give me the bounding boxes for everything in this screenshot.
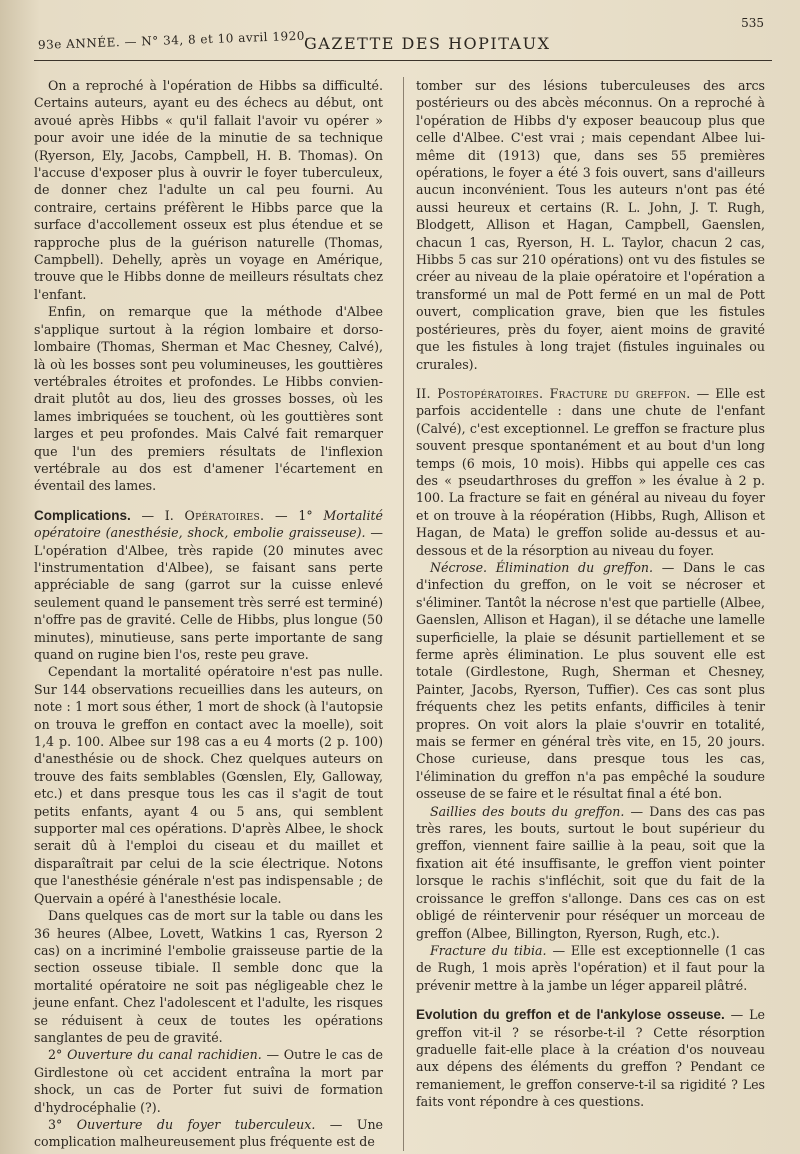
subheading-fracture-tibia: Fracture du tibia.	[430, 942, 547, 958]
page-number: 535	[741, 16, 764, 30]
paragraph	[416, 803, 765, 942]
subheading-operatoires: Opératoires.	[184, 507, 265, 523]
paragraph	[416, 942, 765, 994]
paragraph	[34, 1116, 383, 1151]
paragraph: Enfin, on remarque que la méthode d'Albee s'applique surtout à la région lombaire et dorso-lombaire (Thomas, Sherman et Mac Chesney, Calvé), là où les bosses sont peu volumineuses, les gouttières vertébrales étroites et profondes. Le Hibbs convien-drait plutôt au dos, lieu des grosses bosses, où les lames imbriquées se touchent, où les gouttières sont larges et peu profondes. Mais Calvé fait remarquer que l'un des premiers résultats de l'inflexion vertébrale au dos est d'amener l'écartement en éventail des lames.	[34, 304, 383, 494]
subheading-foyer: Ouverture du foyer tuberculeux.	[76, 1116, 316, 1132]
subheading-postoperatoires: II. Postopératoires. Fracture du greffon.	[416, 385, 691, 401]
subheading-necrose: Nécrose. Élimination du greffon.	[430, 559, 654, 575]
subheading-saillies: Saillies des bouts du greffon.	[430, 803, 625, 819]
paragraph	[34, 1046, 383, 1116]
text-run: — Dans des cas pas très rares, les bouts, surtout le bout supérieur du greffon, viennent faire saillie à la peau, soit que la fixation ait été insuffisante, le greffon vient pointer lorsque le rachis s'infléchit, soit que du fait de la croissance le greffon s'allonge. Dans ces cas on est obligé de réintervenir pour réséquer un morceau de greffon (Albee, Billington, Ryerson, Rugh, etc.).	[416, 803, 765, 941]
section-heading-evolution: Evolution du greffon et de l'ankylose osseuse.	[416, 1007, 725, 1023]
evolution-paragraph	[416, 1006, 765, 1110]
paragraph	[416, 559, 765, 803]
text-run: — Une complication malheureusement plus fréquente est de	[34, 1116, 384, 1150]
paragraph	[416, 385, 765, 559]
text-run: — Dans le cas d'infection du greffon, on le voit se nécroser et s'éliminer. Tantôt la nécrose n'est que partielle (Albee, Gaenslen, Allison et Hagan), il se détache une lamelle superficielle, la plaie se désunit partiellement et se ferme après élimination. Le plus souvent elle est totale (Girdlestone, Rugh, Sherman et Chesney, Painter, Jacobs, Ryerson, Tuffier). Ces cas sont plus fréquents chez les petits enfants, difficiles à tenir propres. On voit alors la plaie s'ouvrir en totalité, mais se fermer en général très vite, en 15, 20 jours. Chose curieuse, dans presque tous les cas, l'élimination du greffon n'a pas empêché la soudure osseuse de se faire et le résultat final a été bon.	[416, 559, 765, 802]
left-column	[34, 77, 383, 1151]
text-run: — L'opération d'Albee, très rapide (20 minutes avec l'instrumentation d'Albee), se faisant sans perte appréciable de sang (garrot sur la cuisse enlevé seulement quand le pansement très serré est terminé) n'offre pas de gravité. Celle de Hibbs, plus longue (50 minutes), minutieuse, sans perte importante de sang quand on rugine bien l'os, reste peu grave.	[34, 525, 383, 662]
paragraph: tomber sur des lésions tuberculeuses des arcs postérieurs ou des abcès méconnus. On a reproché à l'opération de Hibbs d'y exposer beaucoup plus que celle d'Albee. C'est vrai ; mais cependant Albee lui-même dit (1913) que, dans ses 55 premières opérations, le foyer a été 3 fois ouvert, sans d'ailleurs aucun inconvénient. Tous les auteurs n'ont pas été aussi heureux et certains (R. L. John, J. T. Rugh, Blodgett, Allison et Hagan, Campbell, Gaenslen, chacun 1 cas, Ryerson, H. L. Taylor, chacun 2 cas, Hibbs 5 cas sur 210 opérations) ont vu des fistules se créer au niveau de la plaie opératoire et l'opération a transformé un mal de Pott fermé en un mal de Pott ouvert, complication grave, bien que les fistules postérieures, près du foyer, aient moins de gravité que les fistules à long trajet (fistules inguinales ou crurales).	[416, 78, 765, 372]
paragraph: On a reproché à l'opération de Hibbs sa difficulté. Certains auteurs, ayant eu des échecs au début, ont avoué après Hibbs « qu'il fallait l'avoir vu opérer » pour avoir une idée de la minutie de sa technique (Ryerson, Ely, Jacobs, Campbell, H. B. Thomas). On l'accuse d'exposer plus à ouvrir le foyer tuberculeux, de donner chez l'adulte un cal peu fourni. Au contraire, certains préfèrent le Hibbs parce que la surface d'accollement osseux est plus étendue et se rapproche plus de la guérison naturelle (Thomas, Campbell). Dehelly, après un voyage en Amérique, trouve que le Hibbs donne de meilleurs résultats chez l'enfant.	[34, 78, 383, 302]
text-run: — Outre le cas de Girdlestone où cet accident entraîna la mort par shock, un cas de Porter fut suivi de formation d'hydrocéphalie (?).	[34, 1047, 383, 1115]
subheading-mortalite: Mortalité opératoire (anesthésie, shock, embolie graisseuse).	[34, 507, 383, 541]
issue-line: 93e ANNÉE. — N° 34, 8 et 10 avril 1920.	[37, 28, 310, 52]
section-heading-complications: Complications.	[34, 507, 131, 523]
text-run: — Elle est parfois accidentelle : dans une chute de l'enfant (Calvé), c'est exceptionnel. Le greffon se fracture plus souvent presque spontanément et au bout d'un long temps (6 mois, 10 mois). Hibbs qui appelle ces cas des « pseudarthroses du greffon » les évalue à 2 p. 100. La fracture se fait en général au niveau du foyer et on trouve à la réopération (Hibbs, Rugh, Allison et Hagan, de Mata) le greffon solide au-dessus et au-dessous et de la résorption au niveau du foyer.	[416, 385, 765, 558]
text-run: 3°	[48, 1116, 77, 1132]
text-columns	[34, 77, 772, 1151]
right-column	[403, 77, 765, 1151]
paragraph: Cependant la mortalité opératoire n'est pas nulle. Sur 144 observations recueillies dans les auteurs, on note : 1 mort sous éther, 1 mort de shock (à l'autopsie on trouva le greffon en contact avec la moelle), soit 1,4 p. 100. Albee sur 198 cas a eu 4 morts (2 p. 100) d'anesthésie ou de shock. Chez quelques auteurs on trouve des faits semblables (Gœnslen, Ely, Galloway, etc.) et dans presque tous les cas il s'agit de tout petits enfants, ayant 4 ou 5 ans, qui semblent supporter mal ces opérations. D'après Albee, le shock serait dû à l'emploi du ciseau et du maillet et disparaîtrait par celui de la scie électrique. Notons que l'anesthésie générale n'est pas indispensable ; de Quervain a opéré à l'anesthésie locale.	[34, 664, 383, 906]
journal-title: GAZETTE DES HOPITAUX	[304, 34, 551, 53]
text-run: — I.	[130, 507, 185, 523]
text-run: — Le greffon vit-il ? se résorbe-t-il ? Cette résorption graduelle fait-elle place à la création d'os nouveau aux dépens des éléments du greffon ? Pendant ce remaniement, le greffon conserve-t-il sa rigidité ? Les faits vont répondre à ces questions.	[416, 1007, 765, 1110]
text-run: — Elle est exceptionnelle (1 cas de Rugh, 1 mois après l'opération) et il faut pour la prévenir mettre à la jambe un léger appareil plâtré.	[416, 942, 765, 993]
complications-paragraph	[34, 507, 383, 664]
text-run: 2°	[48, 1047, 68, 1063]
text-run: — 1°	[264, 507, 324, 523]
page-header	[34, 12, 772, 61]
subheading-canal: Ouverture du canal rachidien.	[67, 1047, 262, 1063]
paragraph: Dans quelques cas de mort sur la table ou dans les 36 heures (Albee, Lovett, Watkins 1 cas, Ryerson 2 cas) on a incriminé l'embolie graisseuse partie de la section osseuse tibiale. Il semble donc que la mortalité opératoire ne soit pas négligeable chez le jeune enfant. Chez l'adolescent et l'adulte, les risques se réduisent à ceux de toutes les opérations sanglantes de peu de gravité.	[34, 908, 383, 1045]
